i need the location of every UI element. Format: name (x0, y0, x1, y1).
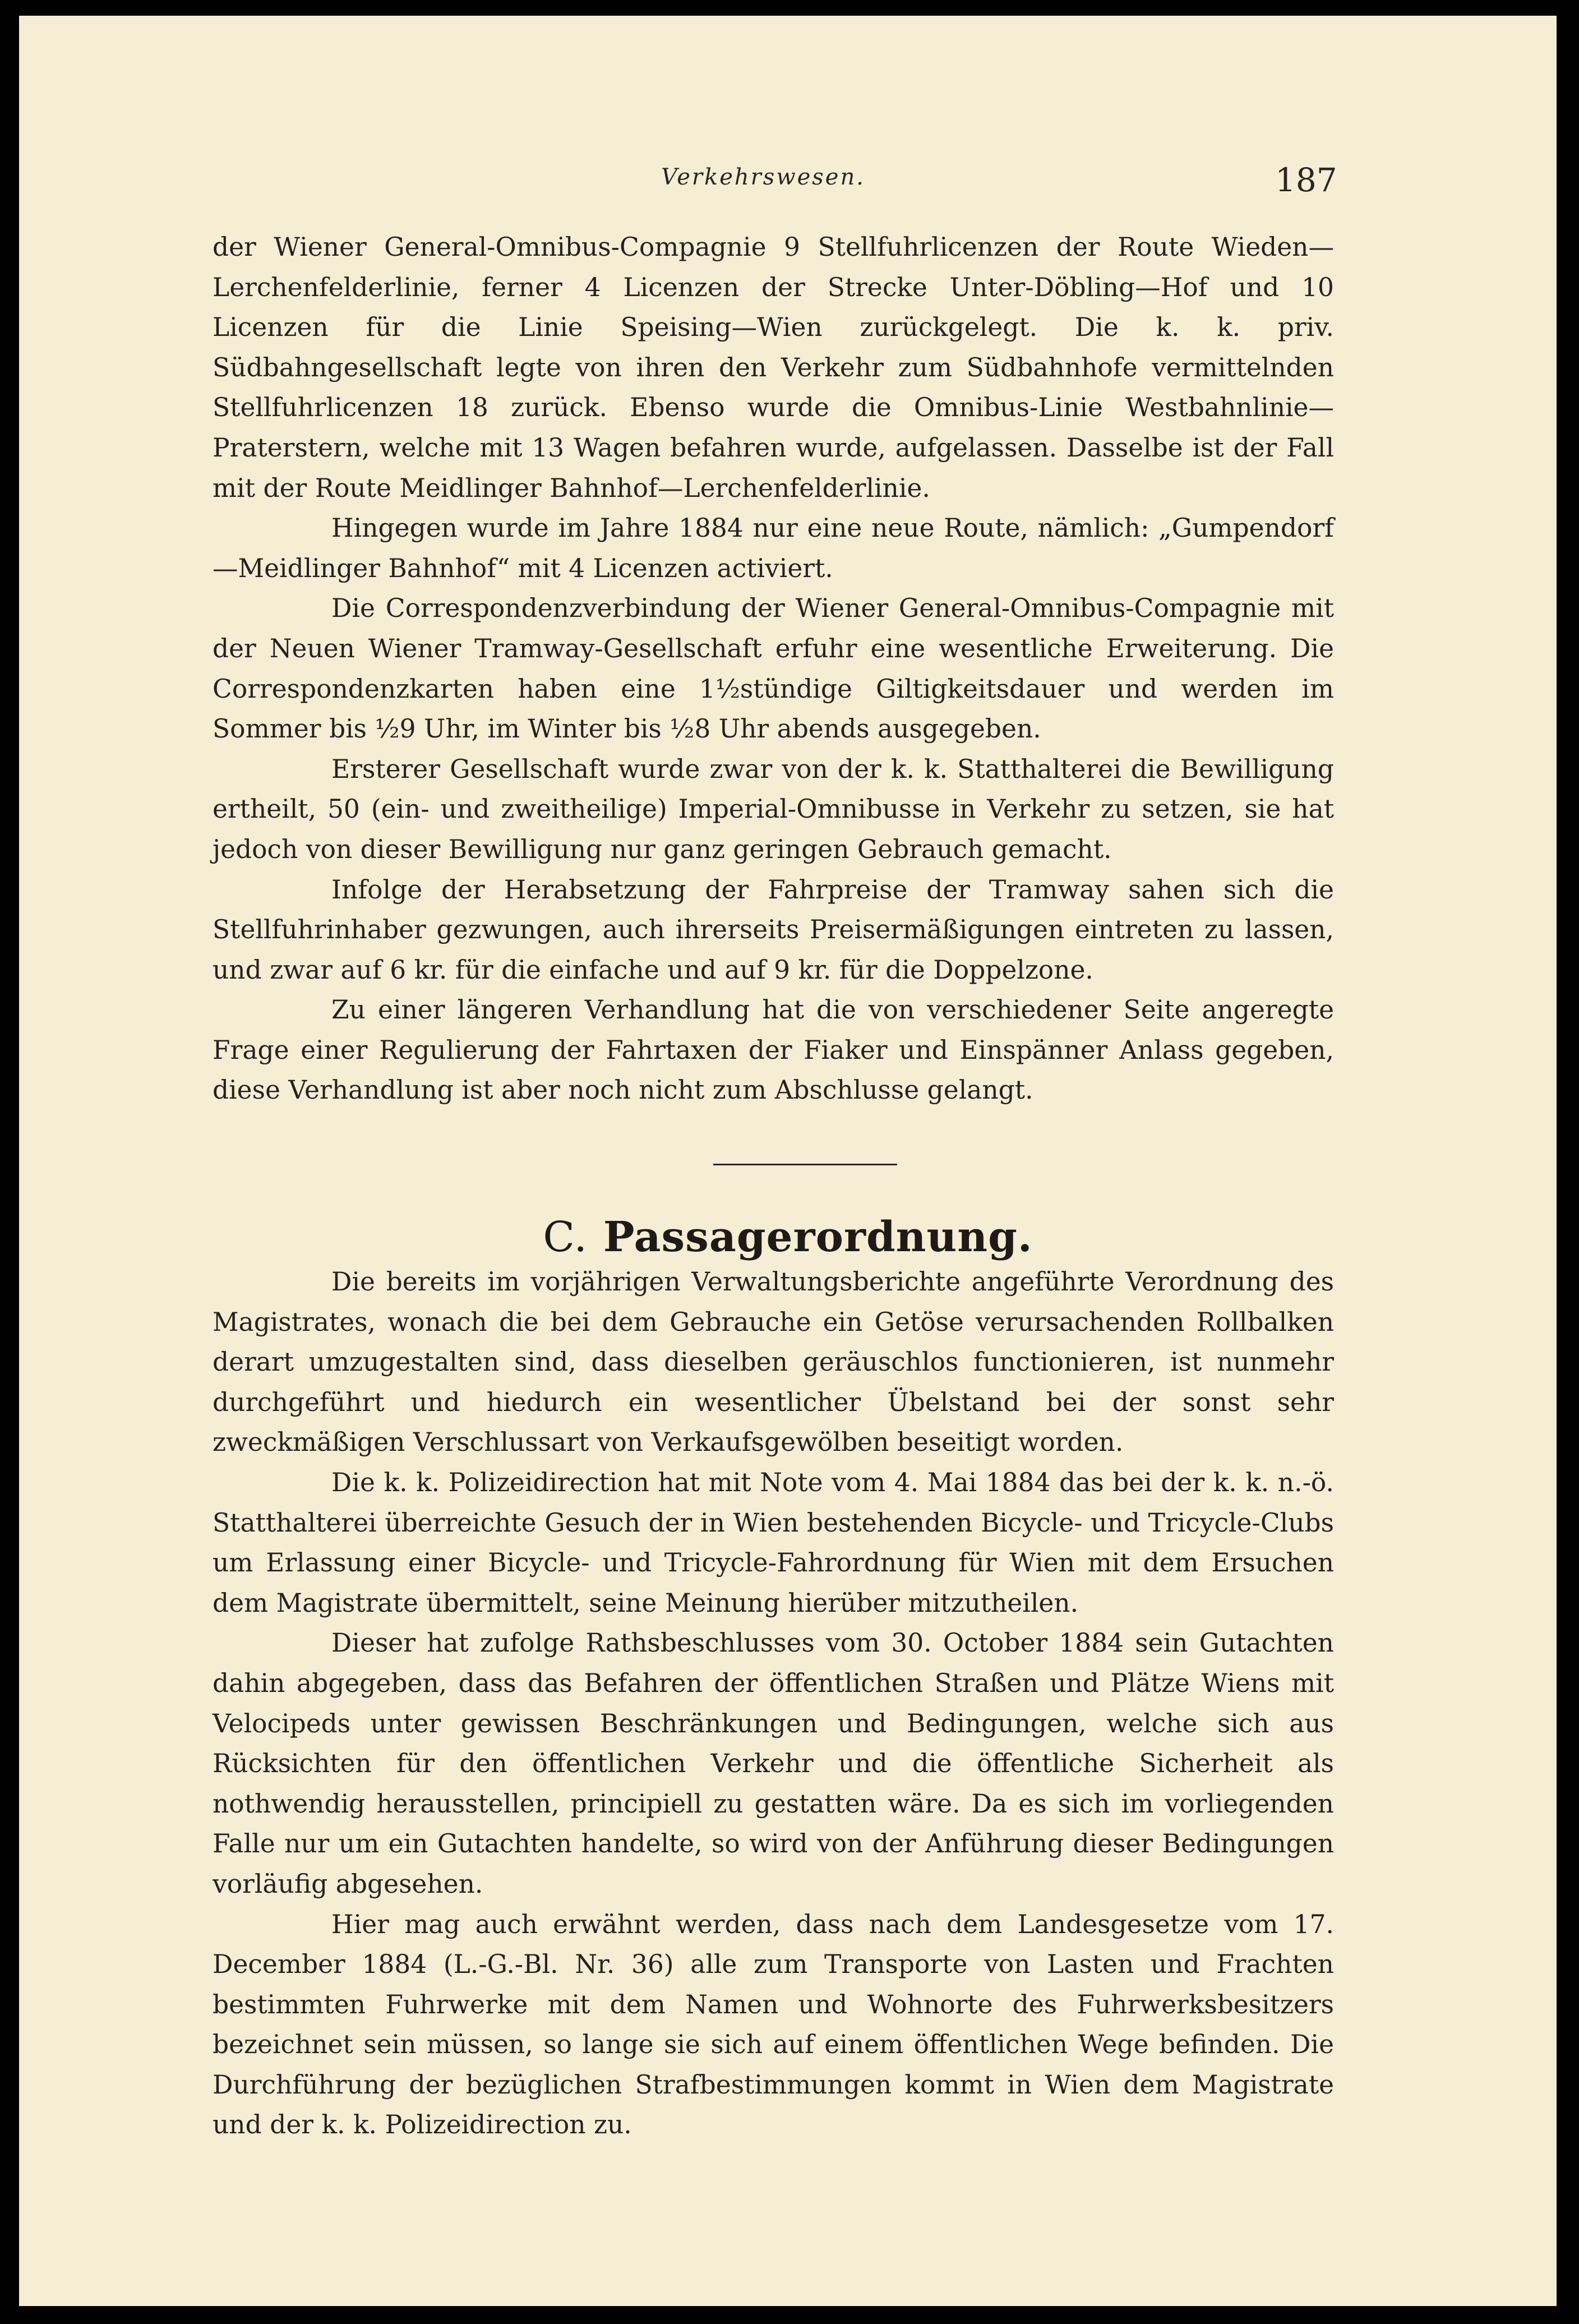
paragraph: Ersterer Gesellschaft wurde zwar von der k. k. Statthalterei die Bewilligung ertheilt, 50 (ein- und zweitheilige) Imperial-Omnibusse in Verkehr zu setzen, sie hat jedoch von dieser Bewilligung nur ganz geringen Gebrauch gemacht. (213, 754, 1334, 864)
page-number: 187 (1275, 161, 1337, 199)
section-title: Passagerordnung. (603, 1213, 1033, 1261)
running-title: Verkehrswesen. (661, 164, 865, 190)
paragraph: Zu einer längeren Verhandlung hat die von verschiedener Seite angeregte Frage einer Regulierung der Fahrtaxen der Fiaker und Einspänner Anlass gegeben, diese Verhandlung ist aber noch nicht zum Abschlusse gelangt. (213, 995, 1334, 1105)
section-letter: C. (543, 1213, 588, 1261)
section-heading (19, 1213, 1557, 1261)
paragraph: Die k. k. Polizeidirection hat mit Note vom 4. Mai 1884 das bei der k. k. n.-ö. Statthalterei überreichte Gesuch der in Wien bestehenden Bicycle- und Tricycle-Clubs um Erlassung einer Bicycle- und Tricycle-Fahrordnung für Wien mit dem Ersuchen dem Magistrate übermittelt, seine Meinung hierüber mitzutheilen. (213, 1467, 1334, 1618)
document-page (19, 16, 1557, 2306)
paragraph: Die Correspondenzverbindung der Wiener General-Omnibus-Compagnie mit der Neuen Wiener Tramway-Gesellschaft erfuhr eine wesentliche Erweiterung. Die Correspondenzkarten haben eine 1½stündige Giltigkeitsdauer und werden im Sommer bis ½9 Uhr, im Winter bis ½8 Uhr abends ausgegeben. (213, 593, 1334, 744)
text-block-top (213, 227, 1334, 1110)
paragraph: Die bereits im vorjährigen Verwaltungsberichte angeführte Verordnung des Magistrates, wonach die bei dem Gebrauche ein Getöse verursachenden Rollbalken derart umzugestalten sind, dass dieselben geräuschlos functionieren, ist nunmehr durchgeführt und hiedurch ein wesentlicher Übelstand bei der sonst sehr zweckmäßigen Verschlussart von Verkaufsgewölben beseitigt worden. (213, 1267, 1334, 1458)
paragraph: Infolge der Herabsetzung der Fahrpreise der Tramway sahen sich die Stellfuhrinhaber gezwungen, auch ihrerseits Preisermäßigungen eintreten zu lassen, und zwar auf 6 kr. für die einfache und auf 9 kr. für die Doppelzone. (213, 874, 1334, 985)
paragraph: Hingegen wurde im Jahre 1884 nur eine neue Route, nämlich: „Gumpendorf—Meidlinger Bahnhof“ mit 4 Licenzen activiert. (213, 513, 1334, 583)
paragraph: der Wiener General-Omnibus-Compagnie 9 Stellfuhrlicenzen der Route Wieden—Lerchenfelderlinie, ferner 4 Licenzen der Strecke Unter-Döbling—Hof und 10 Licenzen für die Linie Speising—Wien zurückgelegt. Die k. k. priv. Südbahngesellschaft legte von ihren den Verkehr zum Südbahnhofe vermittelnden Stellfuhrlicenzen 18 zurück. Ebenso wurde die Omnibus-Linie Westbahnlinie—Praterstern, welche mit 13 Wagen befahren wurde, aufgelassen. Dasselbe ist der Fall mit der Route Meidlinger Bahnhof—Lerchenfelderlinie. (213, 232, 1334, 503)
section-divider (713, 1164, 897, 1165)
paragraph: Dieser hat zufolge Rathsbeschlusses vom 30. October 1884 sein Gutachten dahin abgegeben, dass das Befahren der öffentlichen Straßen und Plätze Wiens mit Velocipeds unter gewissen Beschränkungen und Bedingungen, welche sich aus Rücksichten für den öffentlichen Verkehr und die öffentliche Sicherheit als nothwendig herausstellen, principiell zu gestatten wäre. Da es sich im vorliegenden Falle nur um ein Gutachten handelte, so wird von der Anführung dieser Bedingungen vorläufig abgesehen. (213, 1628, 1334, 1899)
text-block-bottom (213, 1262, 1334, 2145)
paragraph: Hier mag auch erwähnt werden, dass nach dem Landesgesetze vom 17. December 1884 (L.-G.-Bl. Nr. 36) alle zum Transporte von Lasten und Frachten bestimmten Fuhrwerke mit dem Namen und Wohnorte des Fuhrwerksbesitzers bezeichnet sein müssen, so lange sie sich auf einem öffentlichen Wege befinden. Die Durchführung der bezüglichen Strafbestimmungen kommt in Wien dem Magistrate und der k. k. Polizeidirection zu. (213, 1909, 1334, 2140)
page-header (19, 161, 1557, 209)
